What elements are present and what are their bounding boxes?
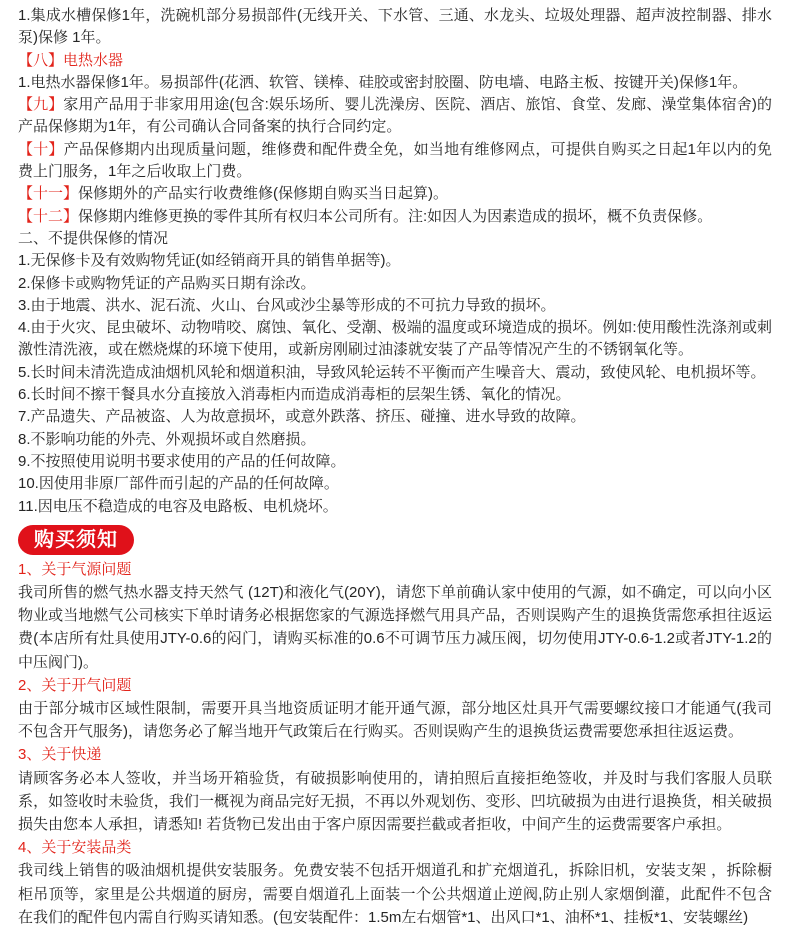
purchase-note-heading-installation: 4、关于安装品类 bbox=[18, 839, 132, 857]
no-warranty-item: 2.保修卡或购物凭证的产品购买日期有涂改。 bbox=[18, 274, 316, 292]
no-warranty-item: 7.产品遗失、产品被盗、人为故意损坏，或意外跌落、挤压、碰撞、进水导致的故障。 bbox=[18, 408, 586, 426]
warranty-clause-label: 【十二】 bbox=[18, 207, 79, 225]
no-warranty-item: 3.由于地震、洪水、泥石流、火山、台风或沙尘暴等形成的不可抗力导致的损坏。 bbox=[18, 296, 556, 314]
warranty-clause-text: 保修期内维修更换的零件其所有权归本公司所有。注:如因人为因素造成的损坏，概不负责保修。 bbox=[78, 207, 713, 225]
purchase-note-body-gas-source: 我司所售的燃气热水器支持天然气 (12T)和液化气(20Y)，请您下单前确认家中使用的气源，如不确定，可以向小区物业或当地燃气公司核实下单时请务必根据您家的气源选择燃气用具产品，否则误购产生的退换货需您承担往返运费(本店所有灶具使用JTY-0.6的闷门，请购买标准的0.6不可调节压力减压阀，切勿使用JTY-0.6-1.2或者JTY-1.2的中压阀门)。 bbox=[18, 584, 772, 671]
purchase-note-body-installation: 我司线上销售的吸油烟机提供安装服务。免费安装不包括开烟道孔和扩充烟道孔，拆除旧机，安装支架 ，拆除橱柜吊顶等，家里是公共烟道的厨房，需要自烟道孔上面装一个公共烟道止逆阀,防止别人家烟倒灌，此配件不包含在我们的配件包内需自行购买请知悉。(包安装配件：1.5m左右烟管*1、出风口*1、油杯*1、挂板*1、安装螺丝) bbox=[18, 862, 772, 926]
no-warranty-item: 6.长时间不擦干餐具水分直接放入消毒柜内而造成消毒柜的层架生锈、氧化的情况。 bbox=[18, 386, 571, 404]
warranty-clause-label: 【十一】 bbox=[18, 185, 79, 203]
warranty-paragraph bbox=[18, 139, 772, 184]
no-warranty-item: 8.不影响功能的外壳、外观损坏或自然磨损。 bbox=[18, 430, 316, 448]
purchase-note-body-gas-opening: 由于部分城市区域性限制，需要开具当地资质证明才能开通气源，部分地区灶具开气需要螺纹接口才能通气(我司不包含开气服务)，请您务必了解当地开气政策后在行购买。否则误购产生的退换货运费需要您承担往返运费。 bbox=[18, 700, 772, 741]
no-warranty-item: 9.不按照使用说明书要求使用的产品的任何故障。 bbox=[18, 452, 346, 470]
warranty-paragraph bbox=[18, 50, 772, 72]
warranty-terms-section bbox=[18, 5, 772, 518]
no-warranty-item: 4.由于火灾、昆虫破坏、动物啃咬、腐蚀、氧化、受潮、极端的温度或环境造成的损坏。例如:使用酸性洗涤剂或刺激性清洗液，或在燃烧煤的环境下使用，或新房刚刷过油漆就安装了产品等情况产生的不锈钢氧化等。 bbox=[18, 319, 772, 359]
warranty-clause-text: 1.集成水槽保修1年，洗碗机部分易损部件(无线开关、下水管、三通、水龙头、垃圾处理器、超声波控制器、排水泵)保修 1年。 bbox=[18, 7, 772, 47]
warranty-paragraph bbox=[18, 206, 772, 228]
no-warranty-item: 5.长时间未清洗造成油烟机风轮和烟道积油，导致风轮运转不平衡而产生噪音大、震动，致使风轮、电机损坏等。 bbox=[18, 363, 766, 381]
purchase-note-heading-gas-opening: 2、关于开气问题 bbox=[18, 676, 132, 694]
no-warranty-item: 11.因电压不稳造成的电容及电路板、电机烧坏。 bbox=[18, 497, 338, 515]
purchase-notes-section bbox=[18, 558, 772, 929]
purchase-notes-badge-row bbox=[18, 525, 772, 555]
warranty-clause-text: 家用产品用于非家用用途(包含:娱乐场所、婴儿洗澡房、医院、酒店、旅馆、食堂、发廊、澡堂集体宿舍)的产品保修期为1年，有公司确认合同备案的执行合同约定。 bbox=[18, 96, 772, 136]
no-warranty-item: 1.无保修卡及有效购物凭证(如经销商开具的销售单据等)。 bbox=[18, 252, 401, 270]
warranty-clause-text: 1.电热水器保修1年。易损部件(花洒、软管、镁棒、硅胶或密封胶圈、防电墙、电路主板、按键开关)保修1年。 bbox=[18, 73, 748, 91]
warranty-clause-label: 【九】 bbox=[18, 96, 64, 114]
purchase-note-heading-gas-source: 1、关于气源问题 bbox=[18, 560, 132, 578]
warranty-clause-label: 【十】 bbox=[18, 140, 64, 158]
warranty-paragraph bbox=[18, 183, 772, 205]
warranty-clause-text: 保修期外的产品实行收费维修(保修期自购买当日起算)。 bbox=[78, 185, 449, 203]
purchase-note-body-delivery: 请顾客务必本人签收，并当场开箱验货，有破损影响使用的，请拍照后直接拒绝签收，并及时与我们客服人员联系，如签收时未验货，我们一概视为商品完好无损，不再以外观划伤、变形、凹坑破损为由进行退换货，相关破损损失由您本人承担，请悉知! 若货物已发出由于客户原因需要拦截或者拒收，中间产生的运费需要客户承担。 bbox=[18, 769, 772, 834]
warranty-paragraph bbox=[18, 94, 772, 139]
warranty-clause-label: 【八】电热水器 bbox=[18, 51, 124, 69]
purchase-notes-badge: 购买须知 bbox=[18, 525, 134, 555]
no-warranty-heading: 二、不提供保修的情况 bbox=[18, 229, 169, 247]
warranty-paragraph bbox=[18, 5, 772, 50]
purchase-note-heading-delivery: 3、关于快递 bbox=[18, 746, 102, 764]
warranty-paragraph bbox=[18, 72, 772, 94]
no-warranty-item: 10.因使用非原厂部件而引起的产品的任何故障。 bbox=[18, 475, 339, 493]
warranty-clause-text: 产品保修期内出现质量问题，维修费和配件费全免，如当地有维修网点，可提供自购买之日起1年以内的免费上门服务，1年之后收取上门费。 bbox=[18, 140, 772, 181]
